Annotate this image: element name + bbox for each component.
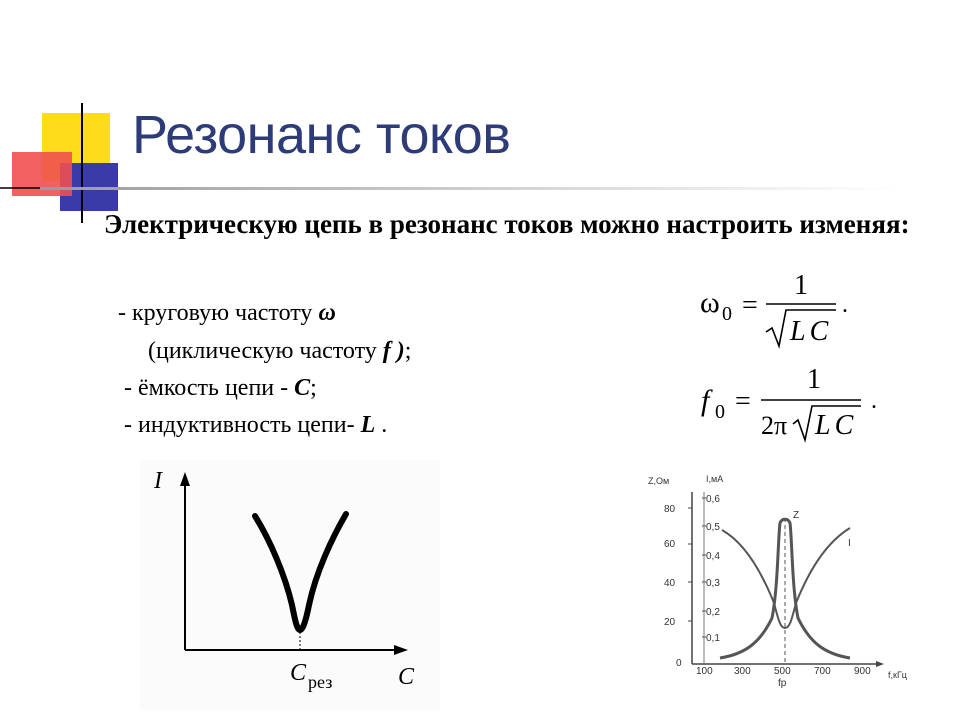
formula-omega-lhs: ω [700, 286, 720, 319]
item-symbol: ω [318, 300, 336, 326]
y-axis-label: I [154, 468, 162, 494]
title-underline [40, 187, 900, 190]
i-tick: 0,6 [706, 494, 720, 505]
x-tick: 900 [854, 666, 871, 677]
i-axis-label: I,мА [706, 474, 724, 484]
z-tick: 60 [664, 539, 676, 550]
item-inductance [124, 412, 387, 439]
page-title: Резонанс токов [132, 105, 511, 165]
item-suffix: ; [404, 338, 412, 364]
x-tick: 700 [814, 666, 831, 677]
formula-freq-den: LC [815, 410, 858, 441]
item-suffix: . [375, 412, 388, 438]
i-tick: 0,4 [706, 551, 720, 562]
item-symbol: L [360, 412, 376, 438]
formula-equals: = [735, 386, 751, 417]
formula-omega-end: . [842, 292, 848, 318]
fp-label: fp [778, 678, 787, 689]
item-cyclic-frequency [148, 338, 411, 365]
formula-omega-den: LC [790, 316, 833, 347]
i-curve-label: I [848, 538, 851, 549]
z-tick: 20 [664, 617, 676, 628]
z-curve-label: Z [793, 510, 800, 521]
resonance-label: C [290, 660, 307, 686]
i-tick: 0,3 [706, 578, 720, 589]
x-axis-label: f,кГц [888, 670, 907, 680]
tick-marks [688, 498, 706, 637]
formula-omega-num: 1 [794, 270, 808, 301]
x-tick: 300 [734, 666, 751, 677]
item-text: - индуктивность цепи- [124, 412, 361, 438]
formula-freq-sub: 0 [715, 401, 725, 423]
formula-freq-den-prefix: 2π [761, 411, 788, 440]
item-symbol: C [294, 375, 311, 401]
resonance-graph-frequency [640, 468, 930, 698]
i-tick: 0,2 [706, 607, 720, 618]
x-axis-label: C [398, 664, 415, 690]
formula-freq-num: 1 [807, 364, 821, 395]
x-axis-arrow [876, 661, 884, 667]
intro-text: Электрическую цепь в резонанс токов можно настроить изменяя: [104, 209, 910, 239]
formula-freq-lhs: f [701, 384, 710, 417]
z-tick: 40 [664, 578, 676, 589]
resonance-label-sub: рез [308, 672, 333, 692]
formula-omega [690, 262, 870, 350]
i-curve [722, 528, 850, 628]
decor-squares [0, 95, 140, 225]
item-circular-frequency [118, 300, 336, 327]
item-symbol: f ) [382, 338, 405, 364]
item-capacitance [124, 375, 317, 402]
formula-omega-sub: 0 [722, 303, 732, 325]
x-tick: 100 [696, 666, 713, 677]
formula-frequency [695, 358, 895, 448]
resonance-graph-capacitance [140, 460, 440, 710]
item-text: - круговую частоту [118, 300, 319, 326]
item-text: (циклическую частоту [148, 338, 383, 364]
decor-squares-graphic [0, 95, 140, 225]
item-suffix: ; [310, 375, 317, 401]
formula-freq-end: . [871, 388, 877, 414]
i-tick: 0,5 [706, 522, 720, 533]
z-tick: 80 [664, 504, 676, 515]
formula-equals: = [742, 290, 758, 321]
i-tick: 0,1 [706, 633, 720, 644]
z-axis-label: Z,Ом [648, 476, 670, 486]
item-text: - ёмкость цепи - [124, 375, 295, 401]
x-tick: 0 [676, 658, 682, 669]
x-tick: 500 [774, 666, 791, 677]
